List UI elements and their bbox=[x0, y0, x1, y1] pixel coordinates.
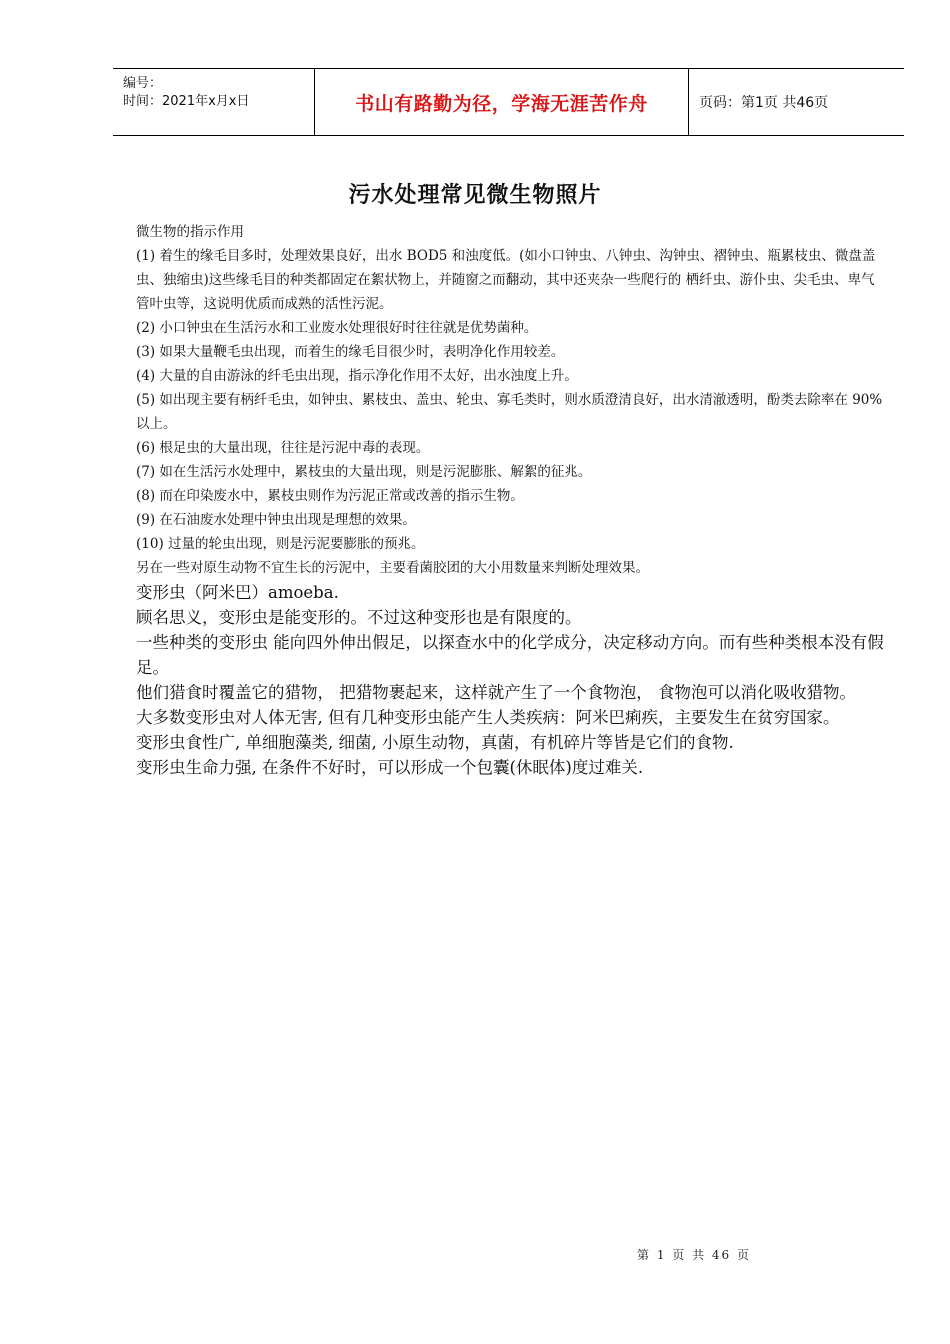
paragraph: 他们猎食时覆盖它的猎物， 把猎物裹起来，这样就产生了一个食物泡， 食物泡可以消化吸收猎物。 bbox=[136, 683, 856, 702]
paragraph: 大多数变形虫对人体无害, 但有几种变形虫能产生人类疾病：阿米巴痢疾，主要发生在贫穷国家。 bbox=[136, 708, 840, 727]
page-title: 污水处理常见微生物照片 bbox=[348, 182, 602, 208]
amoeba-section bbox=[136, 580, 884, 780]
document-body bbox=[136, 220, 884, 780]
paragraph: 一些种类的变形虫 能向四外伸出假足，以探查水中的化学成分，决定移动方向。而有些种类根本没有假足。 bbox=[136, 633, 884, 677]
paragraph: 变形虫（阿米巴）amoeba. bbox=[136, 583, 339, 602]
paragraph: 变形虫食性广, 单细胞藻类, 细菌, 小原生动物，真菌，有机碎片等皆是它们的食物. bbox=[136, 733, 734, 752]
paragraph: 另在一些对原生动物不宜生长的污泥中，主要看菌胶团的大小用数量来判断处理效果。 bbox=[136, 560, 649, 576]
paragraph: (9) 在石油废水处理中钟虫出现是理想的效果。 bbox=[136, 512, 416, 528]
header-motto: 书山有路勤为径，学海无涯苦作舟 bbox=[315, 69, 689, 135]
header-meta bbox=[113, 69, 315, 135]
paragraph: (2) 小口钟虫在生活污水和工业废水处理很好时往往就是优势菌种。 bbox=[136, 320, 538, 336]
time-label: 时间：2021年x月x日 bbox=[123, 94, 250, 109]
paragraph: (4) 大量的自由游泳的纤毛虫出现，指示净化作用不太好，出水浊度上升。 bbox=[136, 368, 578, 384]
footer-page-number: 第 1 页 共 46 页 bbox=[637, 1248, 751, 1262]
paragraph: 顾名思义，变形虫是能变形的。不过这种变形也是有限度的。 bbox=[136, 608, 582, 627]
paragraph: (1) 着生的缘毛目多时，处理效果良好，出水 BOD5 和浊度低。(如小口钟虫、八钟虫、沟钟虫、褶钟虫、瓶累枝虫、微盘盖虫、独缩虫)这些缘毛目的种类都固定在絮状物上，并随窗之而翻动，其中还夹杂一些爬行的 栖纤虫、游仆虫、尖毛虫、卑气管叶虫等，这说明优质而成熟的活性污泥。 bbox=[136, 248, 876, 312]
header-page-info: 页码：第1页 共46页 bbox=[699, 95, 829, 111]
paragraph: 微生物的指示作用 bbox=[136, 224, 244, 240]
paragraph: (5) 如出现主要有柄纤毛虫，如钟虫、累枝虫、盖虫、轮虫、寡毛类时，则水质澄清良好，出水清澈透明，酚类去除率在 90%以上。 bbox=[136, 392, 883, 432]
paragraph: (8) 而在印染废水中，累枝虫则作为污泥正常或改善的指示生物。 bbox=[136, 488, 524, 504]
paragraph: (6) 根足虫的大量出现，往往是污泥中毒的表现。 bbox=[136, 440, 430, 456]
number-label: 编号： bbox=[123, 76, 163, 91]
paragraph: (10) 过量的轮虫出现，则是污泥要膨胀的预兆。 bbox=[136, 536, 425, 552]
paragraph: (3) 如果大量鞭毛虫出现，而着生的缘毛目很少时，表明净化作用较差。 bbox=[136, 344, 565, 360]
paragraph: 变形虫生命力强, 在条件不好时，可以形成一个包囊(休眠体)度过难关. bbox=[136, 758, 644, 777]
paragraph: (7) 如在生活污水处理中，累枝虫的大量出现，则是污泥膨胀、解絮的征兆。 bbox=[136, 464, 592, 480]
document-header bbox=[113, 68, 904, 136]
indicator-section bbox=[136, 220, 884, 580]
